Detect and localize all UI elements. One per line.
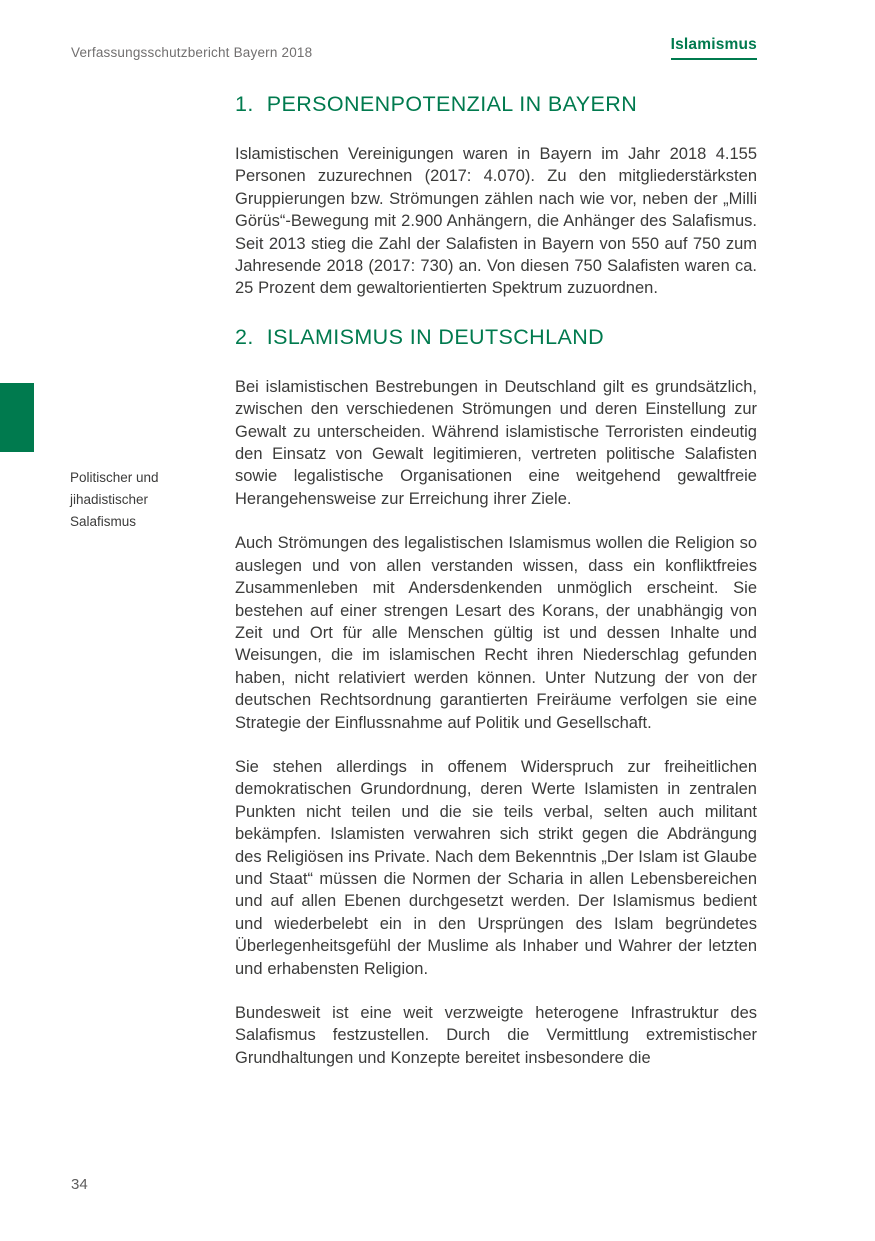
margin-note-line: Politischer und <box>70 470 159 485</box>
body-paragraph: Bei islamistischen Bestrebungen in Deutschland gilt es grundsätzlich, zwischen den verschiedenen Strömungen und deren Einstellung zur Gewalt zu unterscheiden. Während islamistische Terroristen eindeutig den Einsatz von Gewalt legitimieren, vertreten politische Salafisten sowie legalistische Organisationen eine weitgehend gewaltfreie Herangehensweise zur Erreichung ihrer Ziele. <box>235 377 757 508</box>
body-paragraph: Sie stehen allerdings in offenem Widerspruch zur freiheitlichen demokratischen Grundordnung, deren Werte Islamisten in zentralen Punkten nicht teilen und die sie teils verbal, selten auch militant bekämpfen. Islamisten verwahren sich strikt gegen die Abdrängung des Religiösen ins Private. Nach dem Bekenntnis „Der Islam ist Glaube und Staat“ müssen die Normen der Scharia in allen Lebensbereichen und auf allen Ebenen durchgesetzt werden. Der Islamismus bedient und wiederbelebt ein in den Ursprüngen des Islam begründetes Überlegenheitsgefühl der Muslime als Inhaber und Wahrer der letzten und erhabensten Religion. <box>235 757 757 978</box>
section-number: 1. <box>235 92 254 116</box>
chapter-label: Islamismus <box>671 36 757 60</box>
page-number: 34 <box>71 1176 88 1193</box>
margin-note-line: jihadistischer <box>70 492 149 507</box>
section-heading-2 <box>235 325 757 350</box>
section-title: PERSONENPOTENZIAL IN BAYERN <box>266 92 638 116</box>
margin-note <box>70 467 200 533</box>
page-header <box>71 36 757 60</box>
content-column <box>235 92 757 1091</box>
chapter-edge-marker <box>0 383 34 452</box>
page-footer <box>71 1176 88 1193</box>
body-paragraph: Islamistischen Vereinigungen waren in Bayern im Jahr 2018 4.155 Personen zuzurechnen (2017: 4.070). Zu den mitgliederstärksten Gruppierungen bzw. Strömungen zählen nach wie vor, neben der „Milli Görüs“-Bewegung mit 2.900 Anhängern, die Anhänger des Salafismus. Seit 2013 stieg die Zahl der Salafisten in Bayern von 550 auf 750 zum Jahresende 2018 (2017: 730) an. Von diesen 750 Salafisten waren ca. 25 Prozent dem gewaltorientierten Spektrum zuzuordnen. <box>235 145 757 298</box>
margin-note-line: Salafismus <box>70 514 137 529</box>
running-title: Verfassungsschutzbericht Bayern 2018 <box>71 45 313 60</box>
section-number: 2. <box>235 324 254 349</box>
body-paragraph: Auch Strömungen des legalistischen Islamismus wollen die Religion so auslegen und von allen verstanden wissen, dass ein konfliktfreies Zusammenleben mit Andersdenkenden unmöglich erscheint. Sie bestehen auf einer strengen Lesart des Korans, der unabhängig von Zeit und Ort für alle Menschen gültig ist und dessen Inhalte und Weisungen, die im islamischen Recht ihren Niederschlag gefunden haben, nicht relativiert werden können. Unter Nutzung der von der deutschen Rechtsordnung garantierten Freiräume verfolgen sie eine Strategie der Einflussnahme auf Politik und Gesellschaft. <box>235 534 757 732</box>
section-heading-1 <box>235 92 757 117</box>
section-title: ISLAMISMUS IN DEUTSCHLAND <box>266 324 605 349</box>
body-paragraph: Bundesweit ist eine weit verzweigte heterogene Infrastruktur des Salafismus festzustellen. Durch die Vermittlung extremistischer Grundhaltungen und Konzepte bereitet insbesondere die <box>235 1004 757 1067</box>
